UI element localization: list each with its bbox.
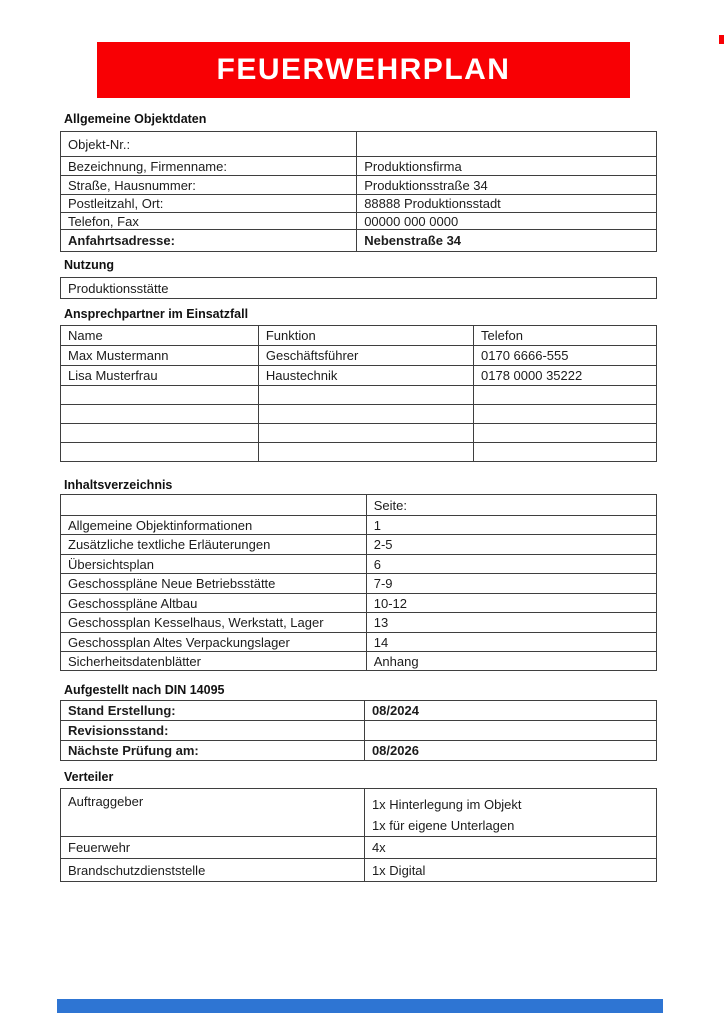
nutzung-value: Produktionsstätte	[61, 278, 657, 299]
contact-telefon	[474, 386, 657, 405]
table-header-row	[61, 495, 657, 516]
objektdaten-value: Produktionsstraße 34	[357, 176, 657, 195]
section-heading-objektdaten: Allgemeine Objektdaten	[64, 112, 207, 126]
table-row	[61, 386, 657, 405]
din-value: 08/2026	[364, 741, 656, 761]
objektdaten-value: Nebenstraße 34	[357, 230, 657, 252]
contact-telefon	[474, 443, 657, 462]
section-heading-inhaltsverzeichnis: Inhaltsverzeichnis	[64, 478, 173, 492]
contact-telefon: 0170 6666-555	[474, 346, 657, 366]
table-row	[61, 443, 657, 462]
objektdaten-table	[60, 131, 657, 252]
table-row	[61, 366, 657, 386]
red-edge-artifact	[719, 35, 724, 44]
contact-name	[61, 424, 259, 443]
toc-page: 2-5	[366, 535, 656, 555]
objektdaten-label: Objekt-Nr.:	[61, 132, 357, 157]
contact-name: Lisa Musterfrau	[61, 366, 259, 386]
toc-page: 10-12	[366, 594, 656, 613]
contact-telefon: 0178 0000 35222	[474, 366, 657, 386]
toc-entry: Sicherheitsdatenblätter	[61, 652, 367, 671]
contact-funktion	[258, 424, 473, 443]
toc-entry: Allgemeine Objektinformationen	[61, 516, 367, 535]
toc-entry: Geschossplan Altes Verpackungslager	[61, 633, 367, 652]
din-label: Stand Erstellung:	[61, 701, 365, 721]
contact-name: Max Mustermann	[61, 346, 259, 366]
contact-name	[61, 386, 259, 405]
table-row	[61, 213, 657, 230]
table-row	[61, 230, 657, 252]
din-value	[364, 721, 656, 741]
table-row	[61, 535, 657, 555]
verteiler-label: Feuerwehr	[61, 837, 365, 859]
table-row	[61, 652, 657, 671]
contact-name	[61, 405, 259, 424]
document-title: FEUERWEHRPLAN	[216, 53, 511, 86]
section-heading-nutzung: Nutzung	[64, 258, 114, 272]
verteiler-label: Auftraggeber	[61, 789, 365, 837]
toc-empty-header	[61, 495, 367, 516]
toc-page: 7-9	[366, 574, 656, 594]
toc-page: 14	[366, 633, 656, 652]
objektdaten-label: Telefon, Fax	[61, 213, 357, 230]
table-row	[61, 741, 657, 761]
objektdaten-label: Bezeichnung, Firmenname:	[61, 157, 357, 176]
toc-page: Anhang	[366, 652, 656, 671]
table-row	[61, 346, 657, 366]
column-header-telefon: Telefon	[474, 326, 657, 346]
table-row	[61, 633, 657, 652]
toc-page: 6	[366, 555, 656, 574]
contact-funktion: Haustechnik	[258, 366, 473, 386]
table-row	[61, 157, 657, 176]
verteiler-value	[364, 789, 656, 837]
footer-accent-bar	[57, 999, 663, 1013]
table-row	[61, 721, 657, 741]
contact-funktion: Geschäftsführer	[258, 346, 473, 366]
contact-funktion	[258, 405, 473, 424]
objektdaten-value	[357, 132, 657, 157]
table-row	[61, 613, 657, 633]
section-heading-din: Aufgestellt nach DIN 14095	[64, 683, 225, 697]
column-header-name: Name	[61, 326, 259, 346]
objektdaten-value: Produktionsfirma	[357, 157, 657, 176]
section-heading-verteiler: Verteiler	[64, 770, 114, 784]
table-row	[61, 176, 657, 195]
verteiler-value: 1x Digital	[364, 859, 656, 882]
verteiler-value-line: 1x für eigene Unterlagen	[371, 818, 515, 833]
contact-funktion	[258, 386, 473, 405]
toc-entry: Geschosspläne Neue Betriebsstätte	[61, 574, 367, 594]
table-row	[61, 516, 657, 535]
toc-entry: Geschosspläne Altbau	[61, 594, 367, 613]
din-label: Nächste Prüfung am:	[61, 741, 365, 761]
table-row	[61, 789, 657, 837]
title-banner	[97, 42, 630, 98]
din-label: Revisionsstand:	[61, 721, 365, 741]
inhaltsverzeichnis-table	[60, 494, 657, 671]
objektdaten-value: 00000 000 0000	[357, 213, 657, 230]
objektdaten-label: Postleitzahl, Ort:	[61, 195, 357, 213]
verteiler-value-line: 1x Hinterlegung im Objekt	[371, 797, 522, 812]
table-row	[61, 278, 657, 299]
contact-name	[61, 443, 259, 462]
table-row	[61, 405, 657, 424]
table-row	[61, 555, 657, 574]
table-row	[61, 859, 657, 882]
table-row	[61, 132, 657, 157]
ansprechpartner-table	[60, 325, 657, 462]
din-table	[60, 700, 657, 761]
toc-page: 13	[366, 613, 656, 633]
toc-entry: Übersichtsplan	[61, 555, 367, 574]
contact-funktion	[258, 443, 473, 462]
verteiler-value: 4x	[364, 837, 656, 859]
toc-entry: Zusätzliche textliche Erläuterungen	[61, 535, 367, 555]
verteiler-label: Brandschutzdienststelle	[61, 859, 365, 882]
table-row	[61, 701, 657, 721]
column-header-funktion: Funktion	[258, 326, 473, 346]
objektdaten-label: Anfahrtsadresse:	[61, 230, 357, 252]
table-row	[61, 195, 657, 213]
din-value: 08/2024	[364, 701, 656, 721]
contact-telefon	[474, 405, 657, 424]
table-row	[61, 574, 657, 594]
objektdaten-value: 88888 Produktionsstadt	[357, 195, 657, 213]
nutzung-table	[60, 277, 657, 299]
contact-telefon	[474, 424, 657, 443]
table-header-row	[61, 326, 657, 346]
toc-page-header: Seite:	[366, 495, 656, 516]
table-row	[61, 837, 657, 859]
toc-entry: Geschossplan Kesselhaus, Werkstatt, Lager	[61, 613, 367, 633]
section-heading-ansprechpartner: Ansprechpartner im Einsatzfall	[64, 307, 249, 321]
objektdaten-label: Straße, Hausnummer:	[61, 176, 357, 195]
table-row	[61, 594, 657, 613]
table-row	[61, 424, 657, 443]
toc-page: 1	[366, 516, 656, 535]
verteiler-table	[60, 788, 657, 882]
